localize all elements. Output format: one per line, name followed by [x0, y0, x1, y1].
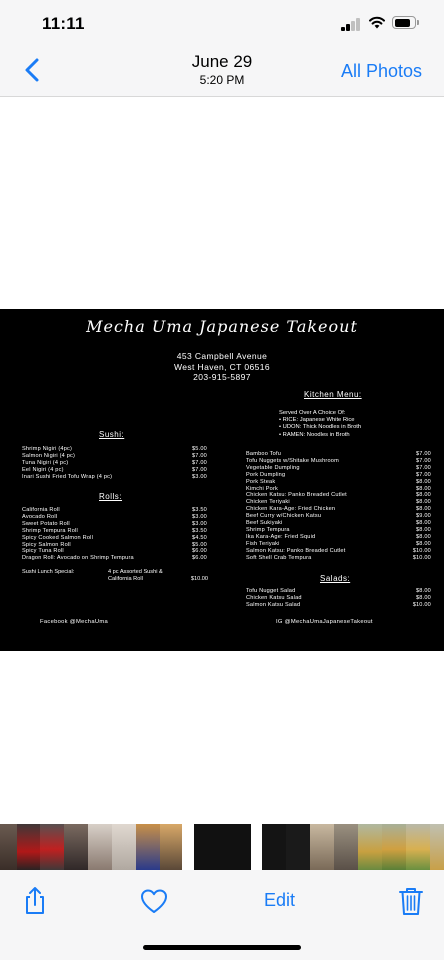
thumbnail[interactable] — [160, 824, 182, 870]
photo-time: 5:20 PM — [199, 73, 245, 87]
sushi-heading: Sushi: — [99, 430, 125, 439]
status-time: 11:11 — [42, 14, 85, 33]
kitchen-item-name: Pork Dumpling — [246, 471, 286, 478]
salads-heading: Salads: — [320, 574, 351, 583]
kitchen-item-name: Beef Curry w/Chicken Katsu — [246, 513, 322, 520]
kitchen-item-name: Ika Kara-Age: Fried Squid — [246, 533, 316, 540]
roll-item-name: California Roll — [22, 507, 60, 513]
kitchen-item-name: Vegetable Dumpling — [246, 464, 300, 471]
roll-item-name: Dragon Roll: Avocado on Shrimp Tempura — [22, 555, 134, 562]
sushi-item-name: Eel Nigiri (4 pc) — [22, 466, 64, 473]
kitchen-item-name: Chicken Kara-Age: Fried Chicken — [246, 506, 336, 513]
edit-button[interactable]: Edit — [264, 890, 296, 910]
sushi-item-price: $7.00 — [192, 466, 207, 473]
kitchen-item-price: $8.00 — [416, 478, 431, 485]
kitchen-item-name: Kimchi Pork — [246, 485, 279, 492]
kitchen-item-price: $7.00 — [416, 471, 431, 478]
thumbnail[interactable] — [17, 824, 40, 870]
roll-item-price: $6.00 — [192, 548, 207, 555]
kitchen-item-name: Salmon Katsu: Panko Breaded Cutlet — [246, 547, 346, 554]
thumbnail[interactable] — [40, 824, 64, 870]
all-photos-button[interactable]: All Photos — [340, 61, 422, 81]
thumbnail[interactable] — [286, 824, 310, 870]
roll-item-name: Sweet Potato Roll — [22, 520, 70, 527]
thumbnail[interactable] — [88, 824, 112, 870]
salad-item-name: Tofu Nugget Salad — [246, 588, 296, 594]
kitchen-item-name: Beef Sukiyaki — [246, 520, 283, 526]
thumbnail[interactable] — [136, 824, 160, 870]
kitchen-item-name: Chicken Teriyaki — [246, 499, 290, 506]
photo-date: June 29 — [191, 52, 253, 71]
sushi-item-name: Inari Sushi Fried Tofu Wrap (4 pc) — [22, 473, 113, 480]
sushi-item-price: $7.00 — [192, 452, 207, 459]
kitchen-item-name: Shrimp Tempura — [246, 526, 290, 533]
thumbnail[interactable] — [64, 824, 88, 870]
roll-item — [22, 555, 207, 562]
facebook-handle: Facebook @MechaUma — [40, 619, 108, 625]
thumbnail[interactable] — [310, 824, 334, 870]
thumbnail[interactable] — [112, 824, 136, 870]
roll-item-name: Spicy Salmon Roll — [22, 541, 71, 548]
kitchen-item-name: Pork Steak — [246, 478, 276, 485]
salad-item-price: $8.00 — [416, 594, 431, 601]
menu-photo[interactable]: Mecha Uma Japanese Takeout 453 Campbell Avenue West Haven, CT 06516 203-915-5897 Kitchen Menu: Served Over A Choice Of: • RICE: Japanese White Rice • UDON: Thick Noodles in Broth • RAMEN: Noodles in Broth Sushi: Shrimp Nigiri (4pc) $5.00 Salmon Nigiri (4 pc) $7.00 Tuna Nigiri (4 pc) $7.00 Eel Nigiri (4 pc) $7.00 Inari Sushi Fried Tofu Wrap (4 pc) $3.00 Rolls: California Roll $3.50 Avocado Roll $3.00 Sweet Potato Roll $3.00 Shrimp Tempura Roll $3.50 Spicy Cooked Salmon Roll $4.50 Spicy Salmon Roll $5.00 Spicy Tuna Roll $6.00 Dragon Roll: Avocado on Shrimp Tempura $6.00 Sushi Lunch Special: 4 pc Assorted Sushi & California Roll $10.00 Bamboo Tofu $7.00 Tofu Nuggets w/Shitake Mushroom $7.00 Vegetable Dumpling $7.00 Pork Dumpling $7.00 Pork Steak $8.00 Kimchi Pork $8.00 Chicken Katsu: Panko Breaded Cutlet $8.00 Chicken Teriyaki $8.00 Chicken Kara-Age: Fried Chicken $8.00 Beef Curry w/Chicken Katsu $9.00 Beef Sukiyaki $8.00 Shrimp Tempura $8.00 Ika Kara-Age: Fried Squid $8.00 Fish Teriyaki $8.00 Salmon Katsu: Panko Breaded Cutlet $10.00 Soft Shell Crab Tempura $10.00 Salads: Tofu Nugget Salad $8.00 Chicken Katsu Salad $8.00 Salmon Katsu Salad $10.00 Facebook @MechaUma IG @MechaUmaJapaneseTakeout — [0, 309, 444, 651]
thumbnail[interactable] — [430, 824, 444, 870]
thumbnail[interactable] — [334, 824, 358, 870]
heart-icon[interactable] — [139, 886, 169, 916]
home-indicator — [143, 945, 301, 950]
kitchen-item-price: $8.00 — [416, 533, 431, 540]
thumbnail[interactable] — [406, 824, 430, 870]
salad-item-price: $10.00 — [412, 601, 431, 608]
kitchen-item-price: $8.00 — [416, 526, 431, 533]
thumbnail[interactable] — [262, 824, 286, 870]
sushi-item-name: Salmon Nigiri (4 pc) — [22, 452, 76, 459]
kitchen-item-name: Tofu Nuggets w/Shitake Mushroom — [246, 457, 339, 464]
kitchen-item-price: $8.00 — [416, 520, 431, 526]
thumbnail[interactable] — [0, 824, 17, 870]
kitchen-item-price: $9.00 — [416, 513, 431, 520]
sushi-item-name: Shrimp Nigiri (4pc) — [22, 446, 73, 452]
kitchen-item-name: Chicken Katsu: Panko Breaded Cutlet — [246, 492, 347, 499]
menu-title: Mecha Uma Japanese Takeout — [86, 317, 358, 336]
thumbnail-selected[interactable] — [193, 824, 252, 870]
kitchen-item-name: Soft Shell Crab Tempura — [246, 554, 312, 561]
kitchen-item-name: Bamboo Tofu — [246, 451, 282, 457]
battery-icon — [392, 16, 416, 29]
kitchen-item-name: Fish Teriyaki — [246, 540, 280, 547]
kitchen-heading: Kitchen Menu: — [304, 390, 362, 399]
sushi-item-name: Tuna Nigiri (4 pc) — [22, 459, 69, 466]
kitchen-item-price: $8.00 — [416, 485, 431, 492]
kitchen-item-price: $8.00 — [416, 540, 431, 547]
roll-item-price: $5.00 — [192, 541, 207, 548]
kitchen-item-price: $7.00 — [416, 451, 431, 457]
wifi-icon — [368, 15, 386, 29]
bottom-toolbar — [0, 870, 444, 960]
salad-item — [246, 602, 431, 609]
roll-item-name: Spicy Tuna Roll — [22, 548, 64, 555]
thumbnail[interactable] — [382, 824, 406, 870]
roll-item-price: $4.50 — [192, 534, 207, 541]
thumbnail-strip[interactable] — [0, 824, 444, 870]
kitchen-item-price: $7.00 — [416, 457, 431, 464]
kitchen-item-price: $10.00 — [412, 547, 431, 554]
kitchen-item-price: $8.00 — [416, 492, 431, 499]
kitchen-item-price: $10.00 — [412, 554, 431, 561]
roll-item-price: $3.50 — [192, 507, 207, 513]
kitchen-item — [246, 555, 431, 562]
sushi-item-price: $5.00 — [192, 446, 207, 452]
signal-icon — [341, 17, 363, 31]
kitchen-item-price: $7.00 — [416, 464, 431, 471]
rolls-heading: Rolls: — [99, 492, 123, 501]
roll-item-price: $3.00 — [192, 513, 207, 520]
sushi-item — [22, 474, 207, 481]
salad-item-name: Chicken Katsu Salad — [246, 594, 302, 601]
salad-item-price: $8.00 — [416, 588, 431, 594]
roll-item-name: Shrimp Tempura Roll — [22, 527, 78, 534]
share-icon[interactable] — [20, 886, 50, 916]
instagram-handle: IG @MechaUmaJapaneseTakeout — [276, 619, 373, 625]
nav-bar — [0, 46, 444, 97]
sushi-item-price: $3.00 — [192, 473, 207, 480]
roll-item-price: $6.00 — [192, 555, 207, 562]
roll-item-name: Spicy Cooked Salmon Roll — [22, 534, 94, 541]
kitchen-item-price: $8.00 — [416, 506, 431, 513]
roll-item-name: Avocado Roll — [22, 513, 58, 520]
status-bar — [0, 0, 444, 46]
roll-item-price: $3.00 — [192, 520, 207, 527]
kitchen-choices: Served Over A Choice Of: • RICE: Japanese White Rice • UDON: Thick Noodles in Broth • RAMEN: Noodles in Broth — [279, 410, 362, 438]
roll-item-price: $3.50 — [192, 527, 207, 534]
sushi-item-price: $7.00 — [192, 459, 207, 466]
salad-item-name: Salmon Katsu Salad — [246, 601, 301, 608]
thumbnail[interactable] — [358, 824, 382, 870]
menu-address: 453 Campbell Avenue West Haven, CT 06516 203-915-5897 — [173, 351, 271, 382]
trash-icon[interactable] — [396, 886, 426, 916]
kitchen-item-price: $8.00 — [416, 499, 431, 506]
